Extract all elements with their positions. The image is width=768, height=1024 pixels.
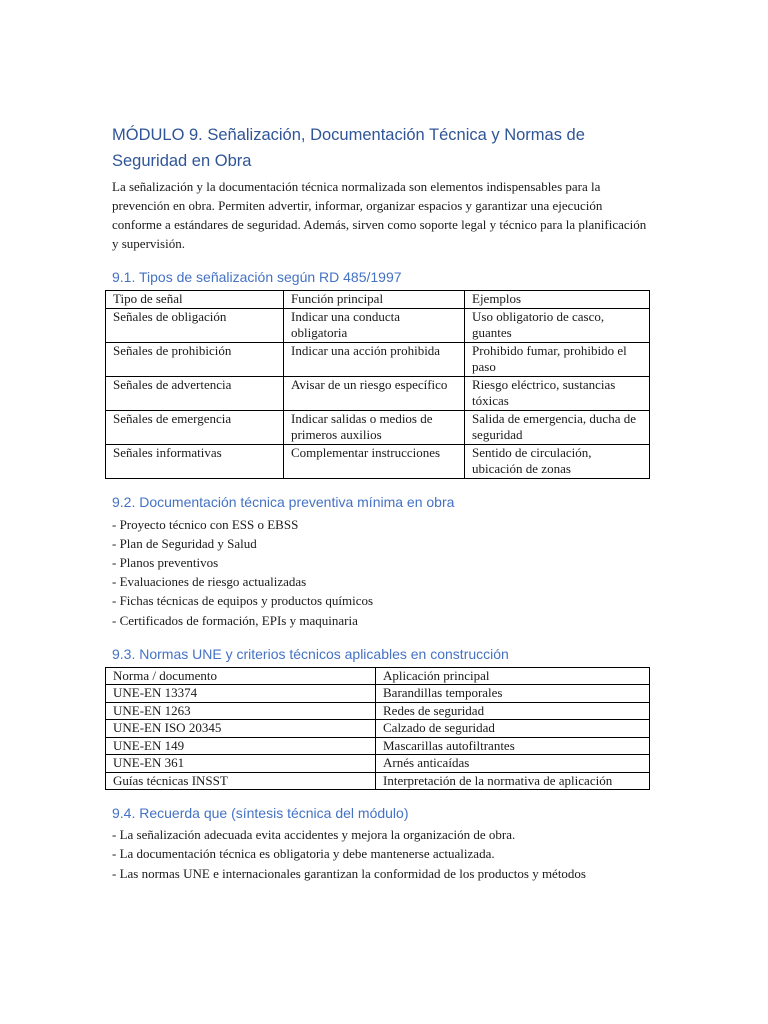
table-cell: Señales informativas: [106, 444, 284, 478]
table-cell: Uso obligatorio de casco, guantes: [465, 308, 650, 342]
list-item: - Proyecto técnico con ESS o EBSS: [112, 516, 299, 532]
table-cell: UNE-EN 13374: [106, 685, 376, 703]
table-cell: Complementar instrucciones: [284, 444, 465, 478]
table-header-row: [106, 291, 650, 309]
table-cell: UNE-EN 1263: [106, 702, 376, 720]
table-cell: Señales de advertencia: [106, 376, 284, 410]
table-row: [106, 685, 650, 703]
table-cell: Barandillas temporales: [376, 685, 650, 703]
table-header-row: [106, 667, 650, 685]
table-row: [106, 342, 650, 376]
list-item: - La documentación técnica es obligatoria y debe mantenerse actualizada.: [112, 846, 495, 862]
une-standards-table: [105, 667, 650, 791]
table-cell: UNE-EN 149: [106, 737, 376, 755]
list-item: - Plan de Seguridad y Salud: [112, 535, 257, 551]
section-9-1-heading: 9.1. Tipos de señalización según RD 485/1997: [112, 269, 402, 285]
section-9-3-heading: 9.3. Normas UNE y criterios técnicos aplicables en construcción: [112, 645, 509, 662]
table-cell: Redes de seguridad: [376, 702, 650, 720]
table-cell: UNE-EN 361: [106, 755, 376, 773]
column-header: Ejemplos: [465, 291, 650, 309]
table-cell: Salida de emergencia, ducha de seguridad: [465, 410, 650, 444]
documentation-list: [112, 515, 652, 630]
list-item: - La señalización adecuada evita accidentes y mejora la organización de obra.: [112, 827, 516, 843]
table-cell: Avisar de un riesgo específico: [284, 376, 465, 410]
table-row: [106, 444, 650, 478]
table-cell: Guías técnicas INSST: [106, 772, 376, 790]
document-content: [112, 122, 652, 883]
table-cell: Mascarillas autofiltrantes: [376, 737, 650, 755]
table-row: [106, 376, 650, 410]
table-row: [106, 308, 650, 342]
table-row: [106, 702, 650, 720]
table-row: [106, 410, 650, 444]
table-cell: Indicar salidas o medios de primeros auxilios: [284, 410, 465, 444]
section-9-4-heading: 9.4. Recuerda que (síntesis técnica del módulo): [112, 805, 409, 822]
table-cell: UNE-EN ISO 20345: [106, 720, 376, 738]
table-cell: Calzado de seguridad: [376, 720, 650, 738]
table-cell: Riesgo eléctrico, sustancias tóxicas: [465, 376, 650, 410]
table-row: [106, 737, 650, 755]
table-cell: Arnés anticaídas: [376, 755, 650, 773]
summary-list: [112, 825, 652, 883]
intro-paragraph: La señalización y la documentación técnica normalizada son elementos indispensables para la prevención en obra. Permiten advertir, informar, organizar espacios y garantizar una ejecución conforme a estándares de seguridad. Además, sirven como soporte legal y técnico para la planificación y supervisión.: [112, 179, 647, 251]
list-item: - Evaluaciones de riesgo actualizadas: [112, 574, 307, 590]
column-header: Aplicación principal: [376, 667, 650, 685]
table-cell: Señales de obligación: [106, 308, 284, 342]
column-header: Función principal: [284, 291, 465, 309]
table-cell: Señales de prohibición: [106, 342, 284, 376]
list-item: - Planos preventivos: [112, 554, 219, 570]
section-9-2-heading: 9.2. Documentación técnica preventiva mínima en obra: [112, 493, 455, 510]
column-header: Norma / documento: [106, 667, 376, 685]
table-cell: Indicar una conducta obligatoria: [284, 308, 465, 342]
table-cell: Sentido de circulación, ubicación de zonas: [465, 444, 650, 478]
table-row: [106, 720, 650, 738]
signage-types-table: [105, 290, 650, 479]
table-cell: Indicar una acción prohibida: [284, 342, 465, 376]
module-title: MÓDULO 9. Señalización, Documentación Técnica y Normas de Seguridad en Obra: [112, 126, 585, 170]
list-item: - Certificados de formación, EPIs y maquinaria: [112, 612, 358, 628]
table-cell: Prohibido fumar, prohibido el paso: [465, 342, 650, 376]
table-row: [106, 755, 650, 773]
table-cell: Interpretación de la normativa de aplicación: [376, 772, 650, 790]
list-item: - Las normas UNE e internacionales garantizan la conformidad de los productos y métodos: [112, 865, 586, 881]
column-header: Tipo de señal: [106, 291, 284, 309]
table-row: [106, 772, 650, 790]
table-cell: Señales de emergencia: [106, 410, 284, 444]
list-item: - Fichas técnicas de equipos y productos químicos: [112, 593, 374, 609]
